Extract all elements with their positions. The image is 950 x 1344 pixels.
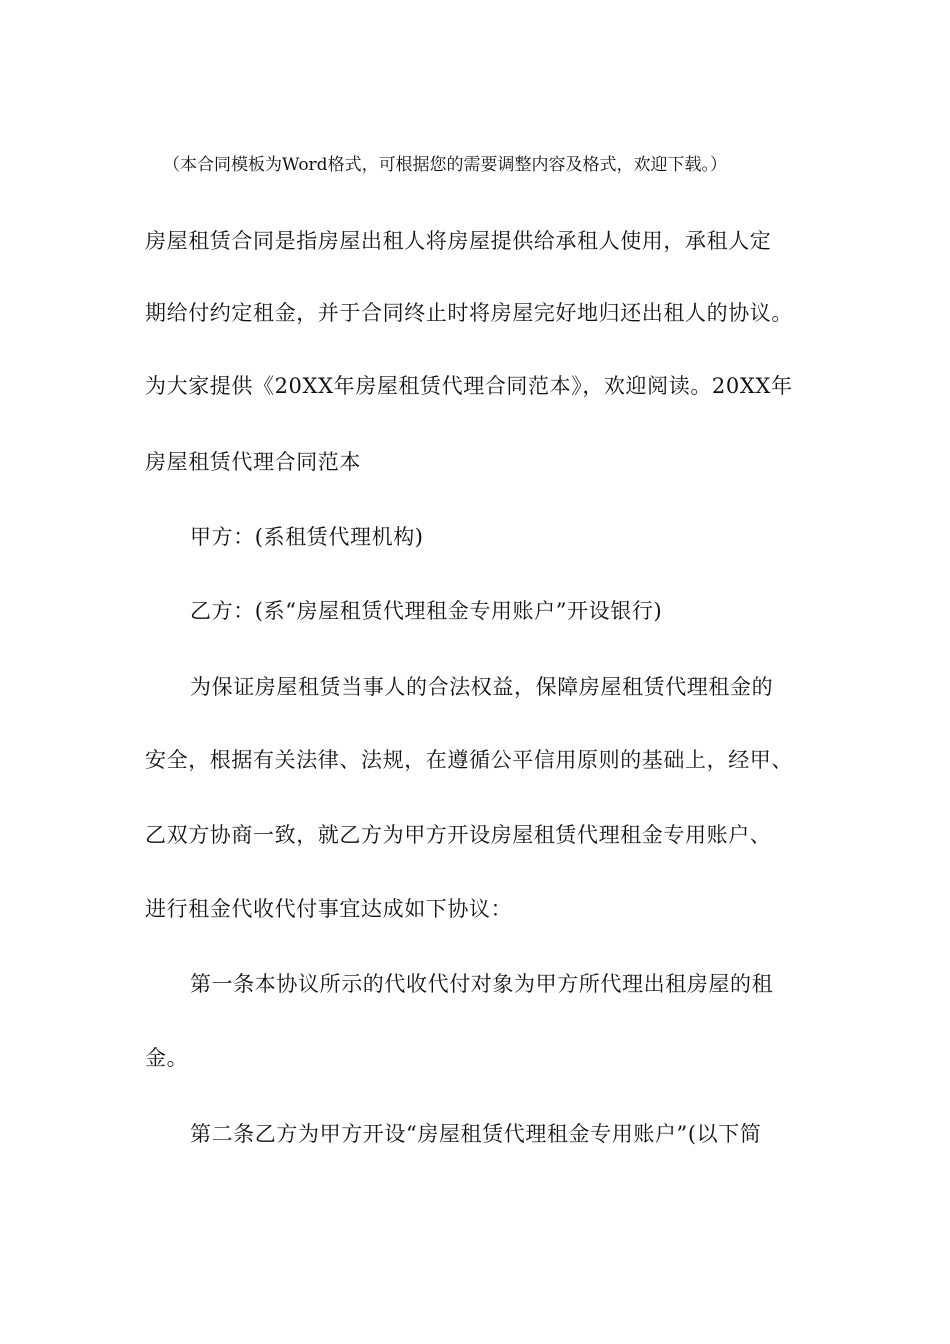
template-note: （本合同模板为Word格式，可根据您的需要调整内容及格式，欢迎下载。） <box>163 155 728 175</box>
paragraph-line: 安全，根据有关法律、法规，在遵循公平信用原则的基础上，经甲、 <box>145 748 793 772</box>
article-one-line: 第一条本协议所示的代收代付对象为甲方所代理出租房屋的租 <box>190 972 774 996</box>
paragraph-line: 为保证房屋租赁当事人的合法权益，保障房屋租赁代理租金的 <box>190 675 774 699</box>
paragraph-line: 乙双方协商一致，就乙方为甲方开设房屋租赁代理租金专用账户、 <box>145 823 772 847</box>
paragraph-line: 房屋租赁合同是指房屋出租人将房屋提供给承租人使用，承租人定 <box>145 229 772 253</box>
party-b-line: 乙方：(系“房屋租赁代理租金专用账户”开设银行) <box>190 599 663 623</box>
paragraph-line: 金。 <box>145 1046 189 1070</box>
article-two-line: 第二条乙方为甲方开设“房屋租赁代理租金专用账户”(以下简 <box>190 1122 762 1146</box>
paragraph-line: 进行租金代收代付事宜达成如下协议： <box>145 897 513 921</box>
party-a-line: 甲方：(系租赁代理机构) <box>190 525 424 549</box>
contract-title: 房屋租赁代理合同范本 <box>145 450 361 474</box>
paragraph-line: 期给付约定租金，并于合同终止时将房屋完好地归还出租人的协议。 <box>145 301 793 325</box>
paragraph-line: 为大家提供《20XX年房屋租赁代理合同范本》，欢迎阅读。20XX年 <box>145 374 793 398</box>
